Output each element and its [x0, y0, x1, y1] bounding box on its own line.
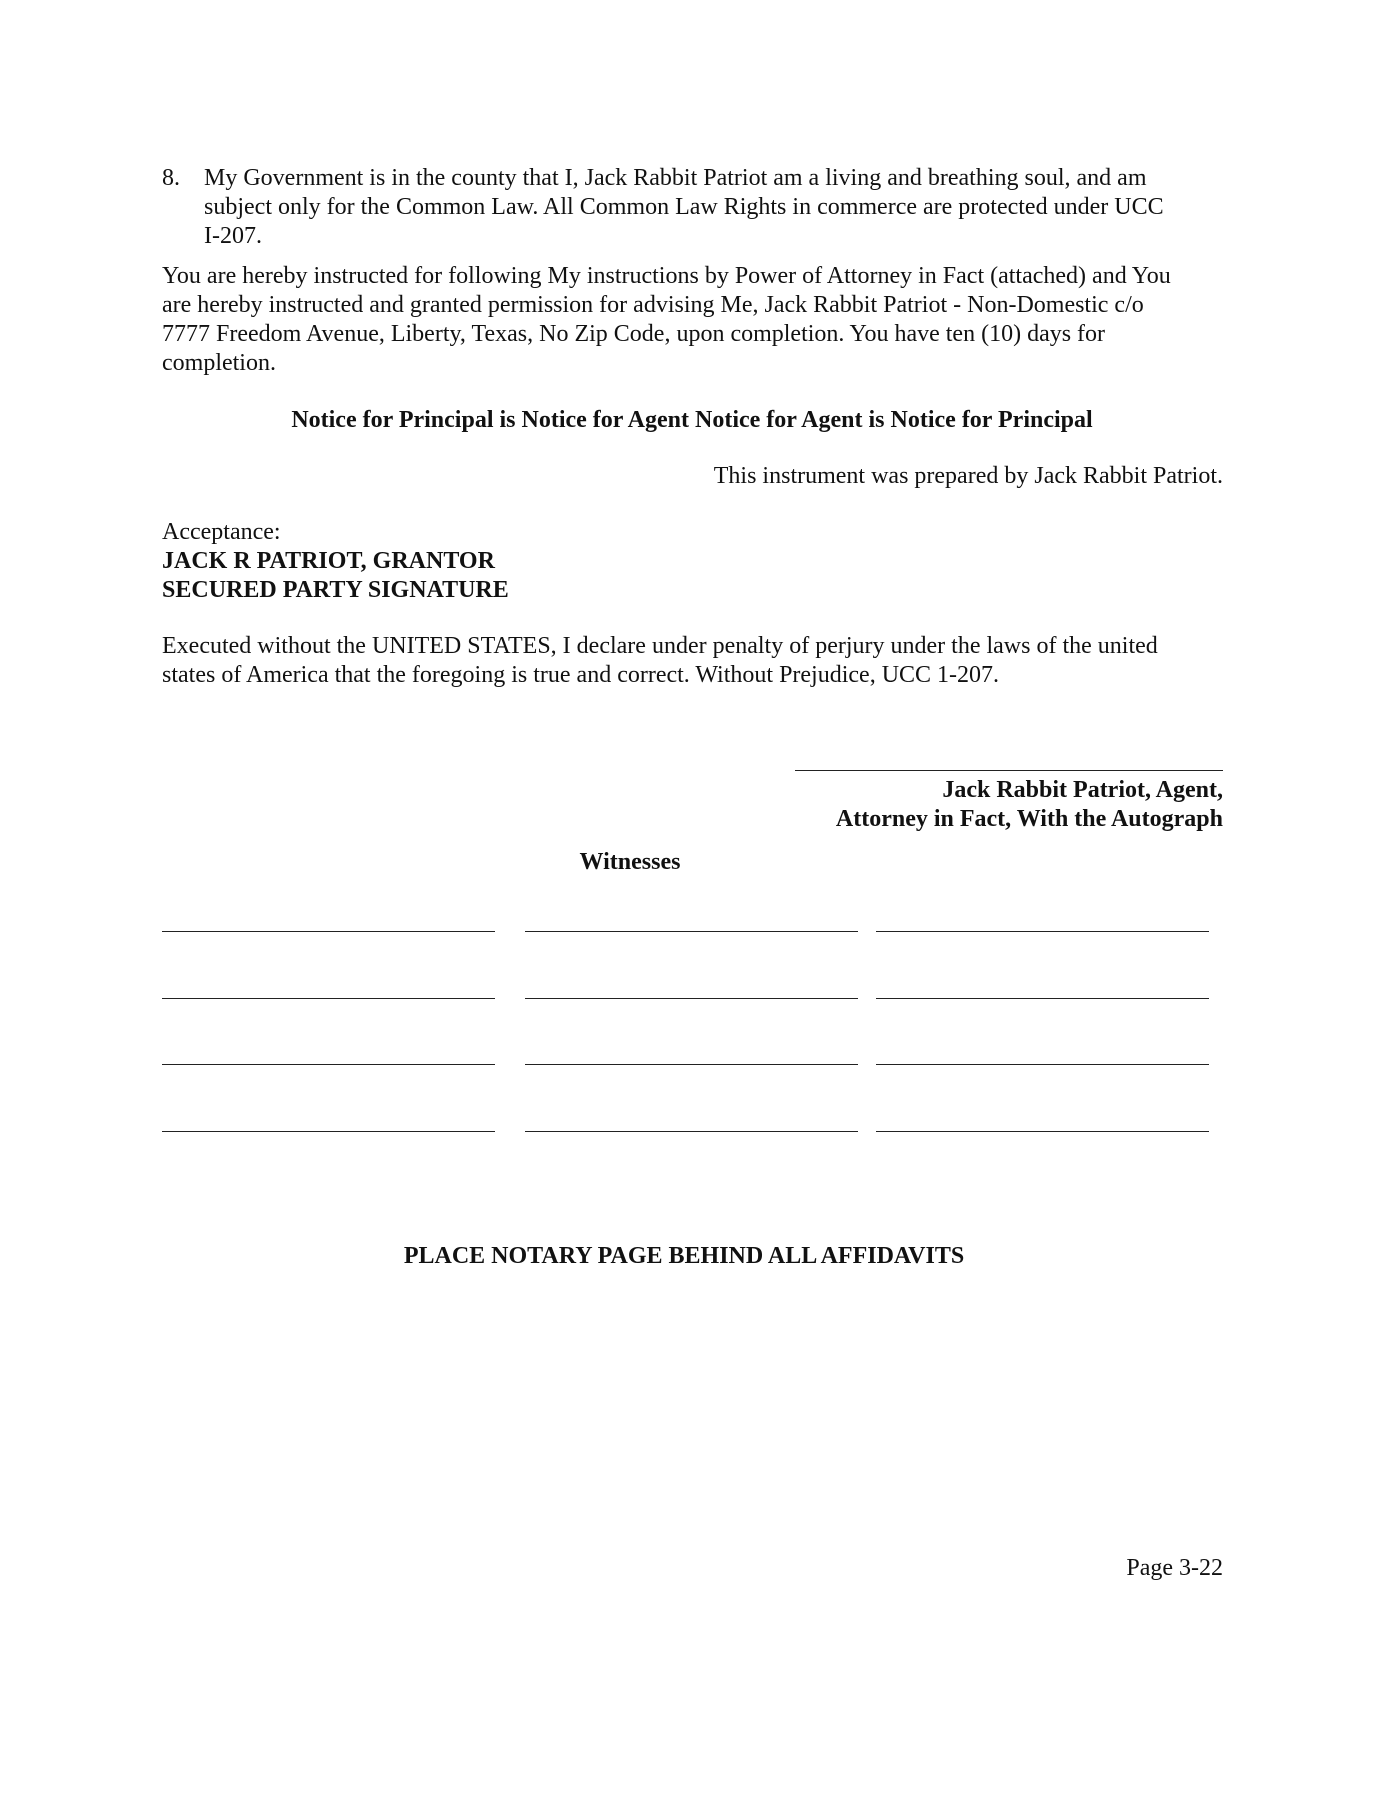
signatory-title: Attorney in Fact, With the Autograph [835, 806, 1223, 832]
instruction-paragraph [162, 262, 1224, 378]
witnesses-heading-text: Witnesses [579, 849, 681, 875]
page-number: Page 3-22 [1126, 1555, 1223, 1581]
witness-line[interactable] [525, 1131, 858, 1132]
signatory-name: Jack Rabbit Patriot, Agent, [942, 777, 1223, 803]
witness-line[interactable] [162, 998, 495, 999]
item-8-line: My Government is in the county that I, Jack Rabbit Patriot am a living and breathing soul, and am [204, 165, 1147, 191]
witness-line[interactable] [525, 998, 858, 999]
witnesses-heading [162, 848, 1222, 877]
witness-line[interactable] [525, 1064, 858, 1065]
acceptance-label: Acceptance: [162, 519, 281, 545]
grantor-name: JACK R PATRIOT, GRANTOR [162, 548, 495, 574]
witness-line[interactable] [876, 998, 1209, 999]
agent-signature-line[interactable] [795, 770, 1223, 771]
signatory-block [836, 776, 1223, 834]
witness-line[interactable] [876, 931, 1209, 932]
witness-line[interactable] [162, 1064, 495, 1065]
item-8-number: 8. [162, 165, 180, 191]
notary-instruction [162, 1242, 1222, 1271]
witness-line[interactable] [525, 931, 858, 932]
acceptance-block [162, 518, 1224, 605]
notary-instruction-text: PLACE NOTARY PAGE BEHIND ALL AFFIDAVITS [403, 1243, 965, 1269]
instruction-line: completion. [162, 350, 276, 376]
declaration-line: Executed without the UNITED STATES, I declare under penalty of perjury under the laws of the united [162, 633, 1158, 659]
witness-line[interactable] [876, 1064, 1209, 1065]
item-8 [162, 164, 1222, 251]
instruction-line: are hereby instructed and granted permission for advising Me, Jack Rabbit Patriot - Non-Domestic c/o [162, 292, 1144, 318]
declaration-line: states of America that the foregoing is true and correct. Without Prejudice, UCC 1-207. [162, 662, 1000, 688]
witness-line[interactable] [162, 1131, 495, 1132]
instruction-line: 7777 Freedom Avenue, Liberty, Texas, No Zip Code, upon completion. You have ten (10) days for [162, 321, 1106, 347]
secured-party-signature-label: SECURED PARTY SIGNATURE [162, 577, 509, 603]
witness-line[interactable] [162, 931, 495, 932]
declaration-paragraph [162, 632, 1224, 690]
instruction-line: You are hereby instructed for following My instructions by Power of Attorney in Fact (attached) and You [162, 263, 1171, 289]
item-8-text [204, 164, 1222, 251]
notice-heading: Notice for Principal is Notice for Agent Notice for Agent is Notice for Principal [291, 407, 1093, 433]
prepared-by: This instrument was prepared by Jack Rabbit Patriot. [713, 463, 1223, 489]
witness-line[interactable] [876, 1131, 1209, 1132]
item-8-line: subject only for the Common Law. All Common Law Rights in commerce are protected under UCC [204, 194, 1164, 220]
item-8-line: I-207. [204, 223, 262, 249]
